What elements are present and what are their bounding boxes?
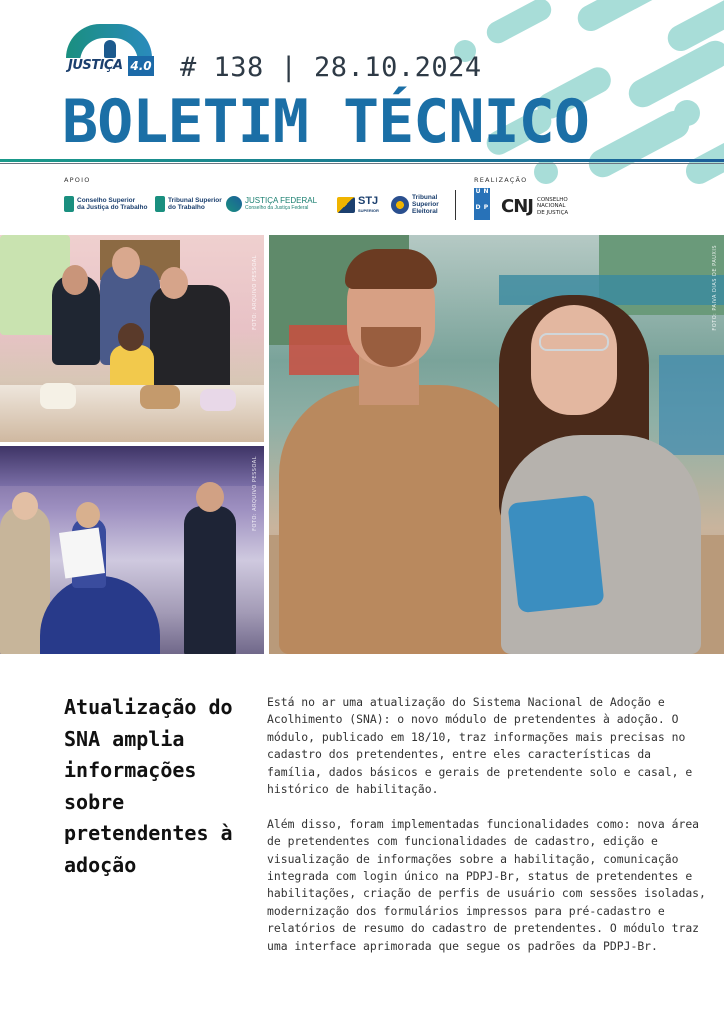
sponsor-line: Conselho Superior [77, 197, 136, 204]
article-headline: Atualização do SNA amplia informações sobre pretendentes à adoção [64, 695, 233, 877]
photo-family-birthday [0, 235, 264, 442]
sponsor-line: SUPERIOR [358, 208, 379, 213]
cjf-logo-icon [226, 196, 242, 212]
sponsor-line: Superior [412, 201, 439, 208]
sponsor-divider [455, 190, 456, 220]
logo-text: JUSTIÇA [68, 58, 123, 73]
tse-logo-icon [391, 196, 409, 214]
tst-logo-icon [155, 196, 165, 212]
sponsor-tse [391, 194, 439, 215]
apoio-label: APOIO [64, 176, 91, 184]
sponsor-stj [337, 196, 379, 214]
article-paragraph-2: Além disso, foram implementadas funcionalidades como: nova área de pretendentes com funcionalidades de cadastro, edição e visualização de informações sobre a habilitação, comunicação integrada com login único na PDPJ-Br, status de pretendentes e habilitações, criação de perfis de usuário com sessões isoladas, modernização dos formulários impressos para pré-cadastro e relatórios de resumo do cadastro de pretendentes. O módulo traz uma interface aprimorada que segue os padrões da PDPJ-Br. [267, 816, 706, 953]
undp-letter: N [483, 188, 489, 195]
photo-credit: FOTO: ARQUIVO PESSOAL [252, 255, 258, 330]
sponsor-line: STJ [358, 195, 379, 207]
realizacao-label: REALIZAÇÃO [474, 176, 528, 184]
header-divider-thin [0, 163, 724, 164]
sponsor-line: do Trabalho [168, 204, 205, 211]
stj-logo-icon [337, 197, 355, 213]
photo-couple [269, 235, 724, 654]
sponsor-line: Tribunal [412, 194, 438, 201]
logo-badge: 4.0 [128, 56, 154, 76]
sponsor-line: da Justiça do Trabalho [77, 204, 148, 211]
csjt-logo-icon [64, 196, 74, 212]
photo-debutante-party [0, 446, 264, 654]
article-body [267, 694, 707, 972]
sponsor-line: JUSTIÇA FEDERAL [245, 196, 318, 205]
photo-credit: FOTO: ARQUIVO PESSOAL [252, 456, 258, 531]
sponsor-cjf [226, 196, 317, 212]
cnj-logo [501, 196, 568, 217]
sponsor-csjt [64, 196, 147, 212]
undp-letter: P [483, 204, 489, 211]
undp-letter: U [475, 188, 481, 195]
header-divider [0, 159, 724, 162]
cnj-mark: CNJ [501, 196, 533, 217]
sponsor-tst [155, 196, 222, 212]
photo-credit: FOTO: PAIVA DIAS DE PAUXIS [712, 245, 718, 331]
cnj-line: DE JUSTIÇA [536, 209, 569, 216]
cnj-line: CONSELHO [536, 196, 568, 203]
justica-40-logo [66, 24, 156, 78]
article-paragraph-1: Está no ar uma atualização do Sistema Nacional de Adoção e Acolhimento (SNA): o novo módulo de pretendentes à adoção. O módulo, publicado em 18/10, traz informações mais precisas no cadastro dos pretendentes, entre eles características da família, dados básicos e gerais de pretendente solo e casal, e histórico de habilitação. [267, 695, 693, 797]
sponsor-line: Tribunal Superior [168, 197, 222, 204]
page-title: BOLETIM TÉCNICO [62, 87, 589, 157]
cnj-line: NACIONAL [536, 203, 566, 210]
undp-letter: D [475, 204, 481, 211]
sponsor-line: Eleitoral [412, 208, 438, 215]
edition-number-date: # 138 | 28.10.2024 [180, 52, 482, 83]
undp-logo [474, 188, 490, 220]
sponsor-line: Conselho da Justiça Federal [245, 205, 309, 211]
person-icon [104, 40, 116, 58]
